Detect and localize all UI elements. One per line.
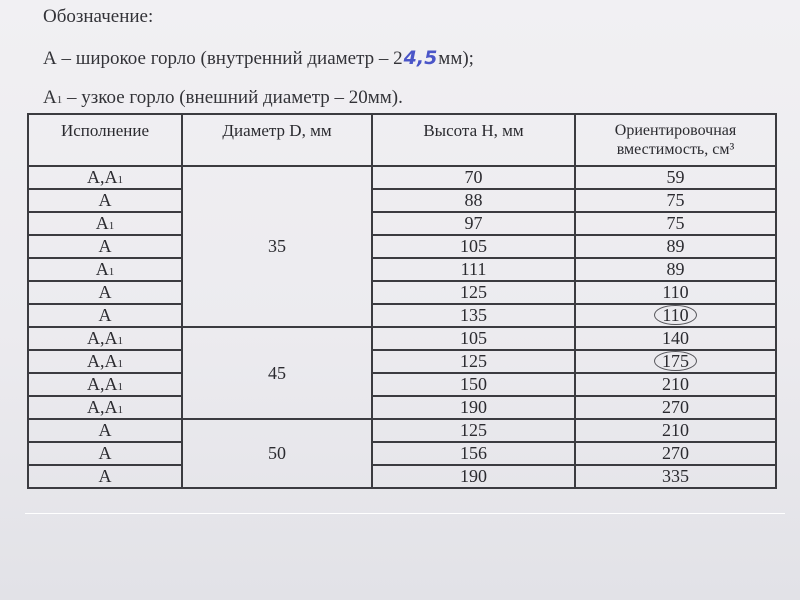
table-row: [28, 419, 776, 442]
capacity-value: 110: [662, 282, 689, 302]
height-cell: 125: [372, 419, 575, 442]
execution-subscript: 1: [117, 358, 123, 370]
execution-subscript: 1: [117, 174, 123, 186]
capacity-cell: [575, 350, 776, 373]
execution-label: А,А: [87, 397, 118, 417]
execution-label: А: [98, 282, 112, 302]
table-row: [28, 465, 776, 488]
height-cell: 70: [372, 166, 575, 189]
height-cell: 88: [372, 189, 575, 212]
diameter-cell: 50: [182, 419, 372, 488]
execution-label: А: [98, 443, 112, 463]
execution-cell: [28, 327, 182, 350]
execution-subscript: 1: [117, 335, 123, 347]
table-row: [28, 350, 776, 373]
legend-wide-text: А – широкое горло (внутренний диаметр – 2: [43, 48, 403, 69]
execution-cell: [28, 419, 182, 442]
capacity-cell: [575, 442, 776, 465]
height-cell: 97: [372, 212, 575, 235]
execution-cell: [28, 350, 182, 373]
legend-narrow-subscript: 1: [56, 94, 63, 106]
table-row: [28, 327, 776, 350]
legend-line-narrow-neck: [43, 87, 403, 109]
height-cell: 150: [372, 373, 575, 396]
diameter-cell: 45: [182, 327, 372, 419]
capacity-cell: [575, 465, 776, 488]
page-edge-line: [25, 513, 785, 514]
execution-cell: [28, 212, 182, 235]
capacity-cell: [575, 189, 776, 212]
capacity-cell: [575, 327, 776, 350]
height-cell: 156: [372, 442, 575, 465]
column-header-height: Высота Н, мм: [372, 114, 575, 166]
execution-cell: [28, 373, 182, 396]
capacity-value: 210: [662, 374, 689, 394]
capacity-cell: [575, 396, 776, 419]
capacity-value-circled: 175: [654, 351, 697, 371]
height-cell: 105: [372, 235, 575, 258]
execution-cell: [28, 396, 182, 419]
capacity-cell: [575, 373, 776, 396]
table-header-row: [28, 114, 776, 166]
execution-cell: [28, 258, 182, 281]
table-row: [28, 189, 776, 212]
handwritten-correction: 4,5: [403, 47, 438, 69]
capacity-value: 270: [662, 397, 689, 417]
column-header-capacity-line1: Ориентировочная: [614, 122, 737, 139]
execution-subscript: 1: [108, 266, 115, 278]
execution-label: А: [98, 190, 112, 210]
legend-narrow-letter: А: [43, 87, 57, 108]
capacity-value: 89: [666, 259, 685, 279]
execution-label: А,А: [87, 328, 118, 348]
capacity-value: 140: [662, 328, 689, 348]
capacity-cell: [575, 419, 776, 442]
table-row: [28, 166, 776, 189]
execution-label: А: [98, 466, 112, 486]
execution-cell: [28, 442, 182, 465]
column-header-diameter: Диаметр D, мм: [182, 114, 372, 166]
capacity-cell: [575, 281, 776, 304]
table-row: [28, 304, 776, 327]
dimensions-table: [27, 113, 777, 489]
execution-label: А: [98, 305, 112, 325]
table-row: [28, 235, 776, 258]
capacity-value: 59: [666, 167, 685, 187]
execution-label: А,А: [87, 374, 118, 394]
table-row: [28, 373, 776, 396]
table-row: [28, 442, 776, 465]
capacity-value: 270: [662, 443, 689, 463]
capacity-value: 335: [662, 466, 689, 486]
execution-subscript: 1: [108, 220, 115, 232]
execution-label: А: [98, 420, 112, 440]
table-row: [28, 281, 776, 304]
capacity-value: 75: [666, 213, 685, 233]
height-cell: 190: [372, 465, 575, 488]
execution-label: А,А: [87, 167, 118, 187]
column-header-capacity-line2: вместимость, см³: [616, 141, 735, 158]
column-header-execution: Исполнение: [28, 114, 182, 166]
height-cell: 105: [372, 327, 575, 350]
execution-subscript: 1: [117, 381, 123, 393]
column-header-capacity: [575, 114, 776, 166]
capacity-value: 210: [662, 420, 689, 440]
capacity-value: 89: [666, 236, 685, 256]
height-cell: 190: [372, 396, 575, 419]
legend-narrow-text: – узкое горло (внешний диаметр – 20мм).: [62, 87, 403, 108]
execution-label: А: [95, 213, 109, 233]
execution-cell: [28, 465, 182, 488]
execution-cell: [28, 281, 182, 304]
capacity-cell: [575, 304, 776, 327]
capacity-cell: [575, 258, 776, 281]
legend-line-wide-neck: [43, 47, 474, 70]
height-cell: 135: [372, 304, 575, 327]
height-cell: 125: [372, 281, 575, 304]
table-row: [28, 212, 776, 235]
capacity-cell: [575, 166, 776, 189]
execution-label: А,А: [87, 351, 118, 371]
table-row: [28, 396, 776, 419]
capacity-value-circled: 110: [654, 305, 696, 325]
execution-cell: [28, 235, 182, 258]
capacity-cell: [575, 235, 776, 258]
execution-label: А: [98, 236, 112, 256]
table-body: [28, 166, 776, 488]
legend-title: Обозначение:: [43, 6, 154, 27]
execution-cell: [28, 304, 182, 327]
execution-cell: [28, 166, 182, 189]
table-row: [28, 258, 776, 281]
height-cell: 111: [372, 258, 575, 281]
height-cell: 125: [372, 350, 575, 373]
capacity-value: 75: [666, 190, 685, 210]
capacity-cell: [575, 212, 776, 235]
execution-cell: [28, 189, 182, 212]
diameter-cell: 35: [182, 166, 372, 327]
execution-subscript: 1: [117, 404, 123, 416]
execution-label: А: [95, 259, 109, 279]
legend-wide-unit: мм);: [438, 48, 474, 69]
